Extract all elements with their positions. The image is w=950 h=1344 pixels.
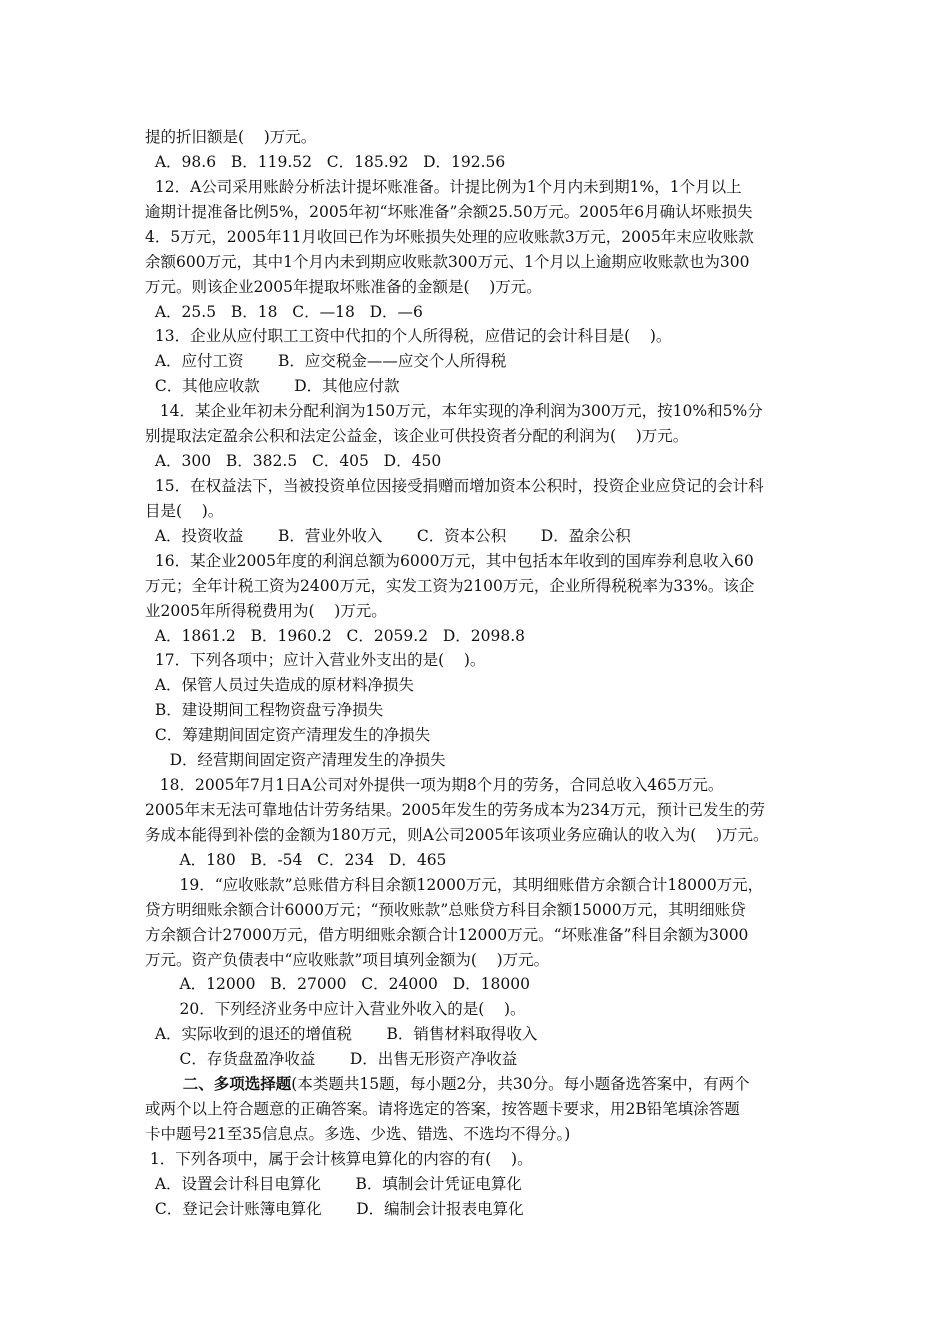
answer-option: D．经营期间固定资产清理发生的净损失 (145, 751, 446, 769)
section-instructions: (本类题共15题，每小题2分，共30分。每小题备选答案中，有两个 (291, 1075, 750, 1093)
answer-options: C．登记会计账簿电算化 D．编制会计报表电算化 (145, 1200, 524, 1218)
text-line: 别提取法定盈余公积和法定公益金，该企业可供投资者分配的利润为( )万元。 (145, 427, 689, 445)
question-13: 13．企业从应付职工工资中代扣的个人所得税，应借记的会计科目是( )。 (145, 327, 672, 345)
text-line: 逾期计提准备比例5%，2005年初“坏账准备”余额25.50万元。2005年6月确认坏账损失 (145, 203, 753, 221)
question-14: 14．某企业年初未分配利润为150万元，本年实现的净利润为300万元，按10%和5%分 (145, 402, 763, 420)
multi-question-1: 1．下列各项中，属于会计核算电算化的内容的有( )。 (145, 1150, 533, 1168)
answer-options: A．设置会计科目电算化 B．填制会计凭证电算化 (145, 1175, 522, 1193)
text-line: 卡中题号21至35信息点。多选、少选、错选、不选均不得分。) (145, 1125, 571, 1143)
answer-options: A．180 B．-54 C．234 D．465 (145, 851, 447, 869)
text-line: 提的折旧额是( )万元。 (145, 128, 317, 146)
question-17: 17．下列各项中；应计入营业外支出的是( )。 (145, 651, 486, 669)
question-12: 12．A公司采用账龄分析法计提坏账准备。计提比例为1个月内未到期1%，1个月以上 (145, 178, 742, 196)
answer-options: A．12000 B．27000 C．24000 D．18000 (145, 975, 530, 993)
text-line: 方余额合计27000万元，借方明细账余额合计12000万元。“坏账准备”科目余额为3000 (145, 926, 749, 944)
text-line: 万元。资产负债表中“应收账款”项目填列金额为( )万元。 (145, 951, 550, 969)
question-19: 19．“应收账款”总账借方科目余额12000万元，其明细账借方余额合计18000万元， (145, 876, 764, 894)
answer-options: A．实际收到的退还的增值税 B．销售材料取得收入 (145, 1025, 538, 1043)
answer-options: C．存货盘盈净收益 D．出售无形资产净收益 (145, 1050, 518, 1068)
text-line: 4．5万元，2005年11月收回已作为坏账损失处理的应收账款3万元，2005年末应收账款 (145, 228, 754, 246)
text-line: 万元；全年计税工资为2400万元，实发工资为2100万元，企业所得税税率为33%。该企 (145, 577, 755, 595)
text-line: 或两个以上符合题意的正确答案。请将选定的答案，按答题卡要求，用2B铅笔填涂答题 (145, 1100, 740, 1118)
answer-options: A．投资收益 B．营业外收入 C．资本公积 D．盈余公积 (145, 527, 631, 545)
question-18: 18．2005年7月1日A公司对外提供一项为期8个月的劳务，合同总收入465万元。 (145, 776, 724, 794)
text-line: 业2005年所得税费用为( )万元。 (145, 602, 387, 620)
answer-options: A．98.6 B．119.52 C．185.92 D．192.56 (145, 153, 506, 171)
answer-options: C．其他应收款 D．其他应付款 (145, 377, 400, 395)
text-line: 万元。则该企业2005年提取坏账准备的金额是( )万元。 (145, 278, 542, 296)
answer-option: B．建设期间工程物资盘亏净损失 (145, 701, 384, 719)
section-heading: 二、多项选择题 (145, 1074, 292, 1093)
text-line: 目是( )。 (145, 502, 224, 520)
text-line: 贷方明细账余额合计6000万元；“预收账款”总账贷方科目余额15000万元，其明细账贷 (145, 901, 746, 919)
question-16: 16．某企业2005年度的利润总额为6000万元，其中包括本年收到的国库券利息收入60 (145, 552, 754, 570)
question-20: 20．下列经济业务中应计入营业外收入的是( )。 (145, 1000, 526, 1018)
answer-option: A．保管人员过失造成的原材料净损失 (145, 676, 415, 694)
question-15: 15．在权益法下，当被投资单位因接受捐赠而增加资本公积时，投资企业应贷记的会计科 (145, 477, 764, 495)
text-line: 2005年末无法可靠地估计劳务结果。2005年发生的劳务成本为234万元，预计已发生的劳 (145, 801, 765, 819)
section-heading-line (145, 1074, 815, 1096)
answer-options: A．25.5 B．18 C．—18 D．—6 (145, 303, 423, 321)
text-line: 余额600万元，其中1个月内未到期应收账款300万元、1个月以上逾期应收账款也为300 (145, 253, 750, 271)
answer-option: C．筹建期间固定资产清理发生的净损失 (145, 726, 431, 744)
answer-options: A．300 B．382.5 C．405 D．450 (145, 452, 442, 470)
text-line: 务成本能得到补偿的金额为180万元，则A公司2005年该项业务应确认的收入为( )万元。 (145, 826, 769, 844)
answer-options: A．1861.2 B．1960.2 C．2059.2 D．2098.8 (145, 627, 526, 645)
answer-options: A．应付工资 B．应交税金——应交个人所得税 (145, 352, 507, 370)
